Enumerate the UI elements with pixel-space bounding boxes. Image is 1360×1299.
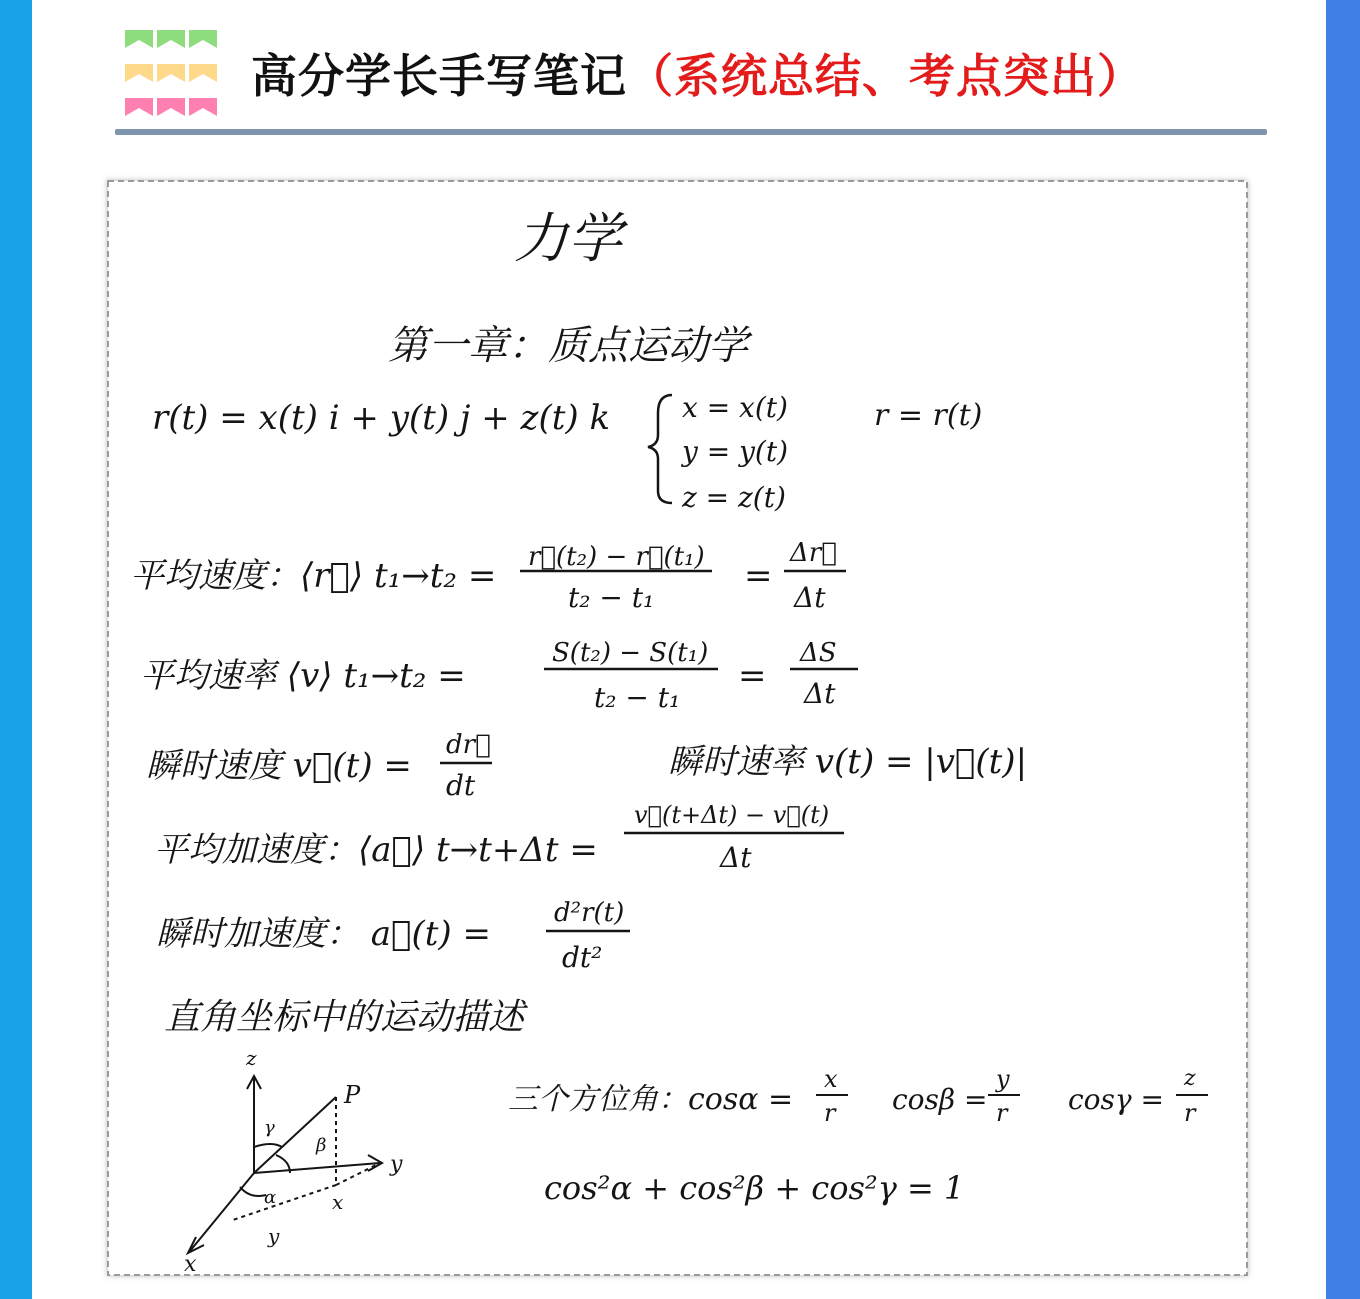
inst-velocity-den: dt <box>446 769 476 802</box>
diagram-axis-y: y <box>390 1152 403 1177</box>
cartesian-heading: 直角坐标中的运动描述 <box>164 997 525 1038</box>
header-divider <box>115 129 1267 135</box>
avg-accel-den: Δt <box>720 841 752 874</box>
inst-velocity-label: 瞬时速度 v⃗(t) = <box>146 746 412 786</box>
handwritten-note-card <box>100 173 1255 1283</box>
right-edge-bar <box>1326 0 1360 1299</box>
cos-gamma-den: r <box>1184 1099 1196 1127</box>
avg-velocity-den2: Δt <box>794 581 826 614</box>
diagram-angle-gamma: γ <box>264 1117 275 1138</box>
avg-velocity-eq: = <box>744 556 773 596</box>
avg-velocity-label: 平均速度：⟨r⃗⟩ t₁→t₂ = <box>130 556 497 596</box>
cos-beta-num: y <box>996 1065 1010 1093</box>
r-scalar-eq: r = r(t) <box>874 398 983 433</box>
inst-speed-eq: 瞬时速率 v(t) = |v⃗(t)| <box>668 742 1028 782</box>
component-x: x = x(t) <box>682 391 788 424</box>
diagram-proj-y: y <box>268 1224 280 1248</box>
diagram-axis-x: x <box>184 1252 197 1277</box>
component-z: z = z(t) <box>682 481 786 514</box>
avg-velocity-num: r⃗(t₂) − r⃗(t₁) <box>528 542 705 572</box>
avg-speed-num2: ΔS <box>800 638 837 668</box>
avg-velocity-num2: Δr⃗ <box>790 538 837 568</box>
diagram-proj-x: x <box>332 1190 344 1214</box>
avg-speed-label: 平均速率 ⟨v⟩ t₁→t₂ = <box>140 656 466 696</box>
title-main: 高分学长手写笔记 <box>251 49 627 103</box>
inst-accel-num: d²r(t) <box>554 898 625 928</box>
diagram-point-p: P <box>344 1081 361 1109</box>
inst-accel-den: dt² <box>562 941 603 974</box>
avg-accel-num: v⃗(t+Δt) − v⃗(t) <box>634 801 830 829</box>
chapter-title: 第一章：质点运动学 <box>388 323 748 369</box>
cos-gamma-num: z <box>1184 1066 1196 1091</box>
inst-velocity-num: dr⃗ <box>446 730 491 760</box>
cos-alpha-den: r <box>824 1099 836 1127</box>
page-header <box>115 20 1267 130</box>
cos-beta-label: cosβ = <box>892 1083 988 1116</box>
direction-angles-label: 三个方位角：cosα = <box>508 1082 794 1117</box>
cos-gamma-label: cosγ = <box>1068 1083 1165 1116</box>
component-y: y = y(t) <box>682 435 788 468</box>
position-vector-eq: r(t) = x(t) i + y(t) j + z(t) k <box>152 398 611 438</box>
avg-speed-num: S(t₂) − S(t₁) <box>552 638 709 668</box>
left-edge-bar <box>0 0 32 1299</box>
title-subtitle: （系统总结、考点突出） <box>627 49 1144 103</box>
avg-speed-den: t₂ − t₁ <box>594 681 681 714</box>
avg-accel-label: 平均加速度：⟨a⃗⟩ t→t+Δt = <box>154 830 598 870</box>
diagram-angle-beta: β <box>316 1135 327 1156</box>
avg-speed-eq: = <box>738 656 767 696</box>
direction-cosine-identity: cos²α + cos²β + cos²γ = 1 <box>544 1169 965 1207</box>
diagram-angle-alpha: α <box>264 1187 277 1208</box>
cos-alpha-num: x <box>824 1065 838 1093</box>
bunting-flags-icon <box>123 26 219 122</box>
diagram-axis-z: z <box>246 1046 257 1070</box>
note-sheet <box>100 173 1255 1283</box>
page-title <box>251 46 1144 106</box>
cos-beta-den: r <box>996 1099 1008 1127</box>
avg-speed-den2: Δt <box>804 677 836 710</box>
avg-velocity-den: t₂ − t₁ <box>568 581 655 614</box>
inst-accel-label: 瞬时加速度： a⃗(t) = <box>156 914 491 954</box>
notes-heading: 力学 <box>514 207 622 270</box>
